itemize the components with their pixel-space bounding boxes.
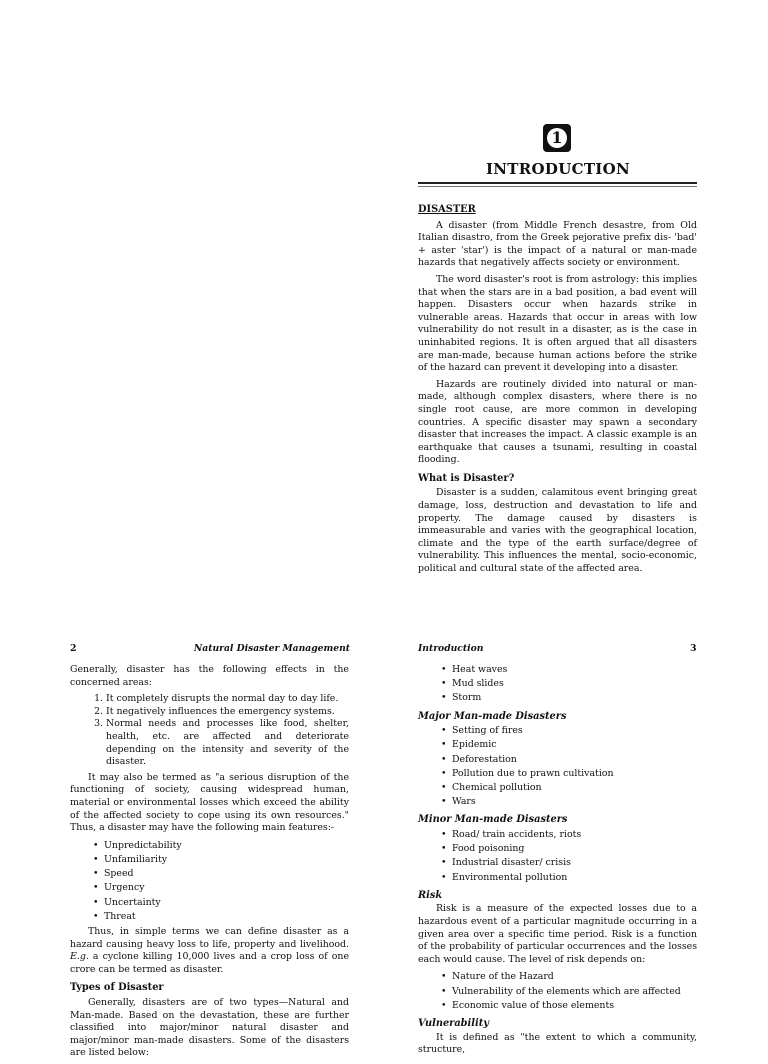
- list-item: • Nature of the Hazard: [452, 970, 697, 984]
- running-title: Natural Disaster Management: [193, 643, 350, 654]
- paragraph: Thus, in simple terms we can define disaster as a hazard causing heavy loss to life, property and livelihood. E.g. a cyclone killing 10,000 lives and a crop loss of one crore can be termed as disaster.: [70, 925, 349, 975]
- list-item: • Setting of fires: [452, 724, 697, 738]
- vulnerability-heading: Vulnerability: [418, 1018, 489, 1029]
- list-item: • Industrial disaster/ crisis: [452, 856, 697, 870]
- paragraph: It is defined as "the extent to which a community, structure,: [418, 1031, 697, 1056]
- major-man-made-list: [418, 724, 697, 809]
- list-item: 2. It negatively influences the emergency systems.: [106, 706, 349, 719]
- list-item: • Uncertainty: [104, 896, 349, 910]
- list-item: • Economic value of those elements: [452, 999, 697, 1013]
- list-item: • Road/ train accidents, riots: [452, 828, 697, 842]
- paragraph: Generally, disasters are of two types—Natural and Man-made. Based on the devastation, these are further classified into major/minor natural disaster and major/minor man-made disasters. Some of the disasters are listed below:: [70, 996, 349, 1059]
- paragraph: Risk is a measure of the expected losses due to a hazardous event of a particular magnitude occurring in a given area over a specific time period. Risk is a function of the probability of particular occurrences and the losses each would cause. The level of risk depends on:: [418, 903, 697, 965]
- page-number: 3: [690, 643, 697, 654]
- title-rule-thick: [418, 182, 697, 184]
- risk-factors-list: [418, 970, 697, 1013]
- effects-list: [70, 693, 349, 769]
- running-title: Introduction: [418, 643, 484, 654]
- chapter-number-box: [543, 124, 571, 152]
- title-rule-thin: [418, 186, 697, 187]
- paragraph: Generally, disaster has the following effects in the concerned areas:: [70, 664, 349, 688]
- paragraph: A disaster (from Middle French desastre, from Old Italian disastro, from the Greek pejorative prefix dis- 'bad' + aster 'star') is the impact of a natural or man-made hazards that negatively affects society or environment.: [418, 219, 697, 269]
- list-item: • Storm: [452, 691, 697, 705]
- features-list: [70, 839, 349, 924]
- page2-body: [70, 664, 349, 1064]
- list-item: • Speed: [104, 867, 349, 881]
- list-item: • Wars: [452, 795, 697, 809]
- list-item: • Vulnerability of the elements which are affected: [452, 985, 697, 999]
- list-item: • Heat waves: [452, 663, 697, 677]
- list-item: • Environmental pollution: [452, 871, 697, 885]
- paragraph: Disaster is a sudden, calamitous event bringing great damage, loss, destruction and devastation to life and property. The damage caused by disasters is immeasurable and varies with the geographical location, climate and the type of the earth surface/degree of vulnerability. This influences the mental, socio-economic, political and cultural state of the affected area.: [418, 487, 697, 575]
- list-item: • Chemical pollution: [452, 781, 697, 795]
- list-item: • Pollution due to prawn cultivation: [452, 767, 697, 781]
- disaster-heading: DISASTER: [418, 204, 476, 215]
- chapter-title: INTRODUCTION: [485, 160, 630, 178]
- minor-man-made-list: [418, 828, 697, 885]
- list-item: • Threat: [104, 910, 349, 924]
- list-item: • Unfamiliarity: [104, 853, 349, 867]
- natural-disasters-list: [418, 663, 697, 706]
- what-is-disaster-heading: What is Disaster?: [418, 472, 515, 484]
- list-item: • Mud slides: [452, 677, 697, 691]
- page1-body: [418, 204, 697, 580]
- list-item: 3. Normal needs and processes like food, shelter, health, etc. are affected and deteriorate depending on the intensity and severity of the disaster.: [106, 718, 349, 768]
- page-number: 2: [70, 643, 77, 654]
- list-item: • Epidemic: [452, 738, 697, 752]
- chapter-number: 1: [547, 128, 567, 148]
- risk-heading: Risk: [418, 889, 443, 901]
- list-item: • Deforestation: [452, 753, 697, 767]
- paragraph: It may also be termed as "a serious disruption of the functioning of society, causing widespread human, material or environmental losses which exceed the ability of the affected society to cope using its own resources." Thus, a disaster may have the following main features:-: [70, 771, 349, 834]
- list-item: • Urgency: [104, 881, 349, 895]
- types-heading: Types of Disaster: [70, 982, 164, 994]
- list-item: • Food poisoning: [452, 842, 697, 856]
- page3-body: [418, 663, 697, 1061]
- list-item: • Unpredictability: [104, 839, 349, 853]
- list-item: 1. It completely disrupts the normal day to day life.: [106, 693, 349, 706]
- major-man-made-heading: Major Man-made Disasters: [418, 710, 567, 722]
- paragraph: Hazards are routinely divided into natural or man-made, although complex disasters, where there is no single root cause, are more common in developing countries. A specific disaster may spawn a secondary disaster that increases the impact. A classic example is an earthquake that causes a tsunami, resulting in coastal flooding.: [418, 378, 697, 466]
- minor-man-made-heading: Minor Man-made Disasters: [418, 814, 568, 826]
- paragraph: The word disaster's root is from astrology: this implies that when the stars are in a bad position, a bad event will happen. Disasters occur when hazards strike in vulnerable areas. Hazards that occur in areas with low vulnerability do not result in a disaster, as is the case in uninhabited regions. It is often argued that all disasters are man-made, because human actions before the strike of the hazard can prevent it developing into a disaster.: [418, 273, 697, 374]
